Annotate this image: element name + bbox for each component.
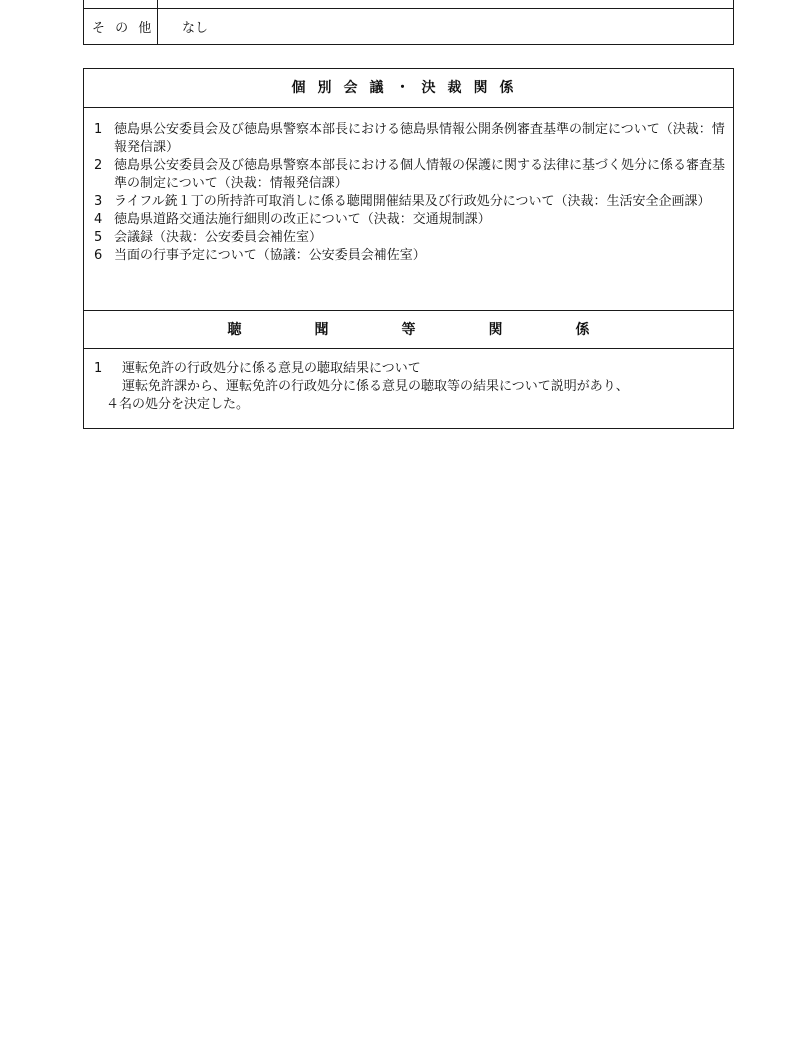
header-divider [84, 348, 733, 349]
other-table [83, 0, 734, 45]
other-value: なし [182, 21, 209, 36]
list-item: 6 当面の行事予定について（協議：公安委員会補佐室） [94, 248, 426, 263]
header-divider [84, 107, 733, 108]
list-item: 4 徳島県道路交通法施行細則の改正について（決裁：交通規制課） [94, 212, 491, 227]
section-header-hearings: 聴 聞 等 関 係 [227, 322, 590, 338]
hearing-item-body: ４名の処分を決定した。 [106, 397, 250, 412]
other-label: そ の 他 [92, 21, 155, 36]
list-item: 2 徳島県公安委員会及び徳島県警察本部長における個人情報の保護に関する法律に基づく処分に係る審査基準の制定について（決裁：情報発信課） [94, 158, 726, 191]
decision-list [90, 121, 726, 265]
list-item: 5 会議録（決裁：公安委員会補佐室） [94, 230, 323, 245]
column-divider [157, 0, 158, 44]
section-header-individual-meetings: 個別会議・決裁関係 [291, 80, 526, 96]
meeting-details-box [83, 68, 734, 429]
list-item: 3 ライフル銃１丁の所持許可取消しに係る聴聞開催結果及び行政処分について（決裁：生活安全企画課） [94, 194, 711, 209]
list-item: 1 徳島県公安委員会及び徳島県警察本部長における徳島県情報公開条例審査基準の制定について（決裁：情報発信課） [94, 122, 725, 155]
hearing-item-title: 1 運転免許の行政処分に係る意見の聴取結果について [94, 361, 421, 376]
hearing-list [90, 360, 726, 414]
table-divider [84, 8, 733, 9]
hearing-item-body: 運転免許課から、運転免許の行政処分に係る意見の聴取等の結果について説明があり、 [122, 379, 629, 394]
